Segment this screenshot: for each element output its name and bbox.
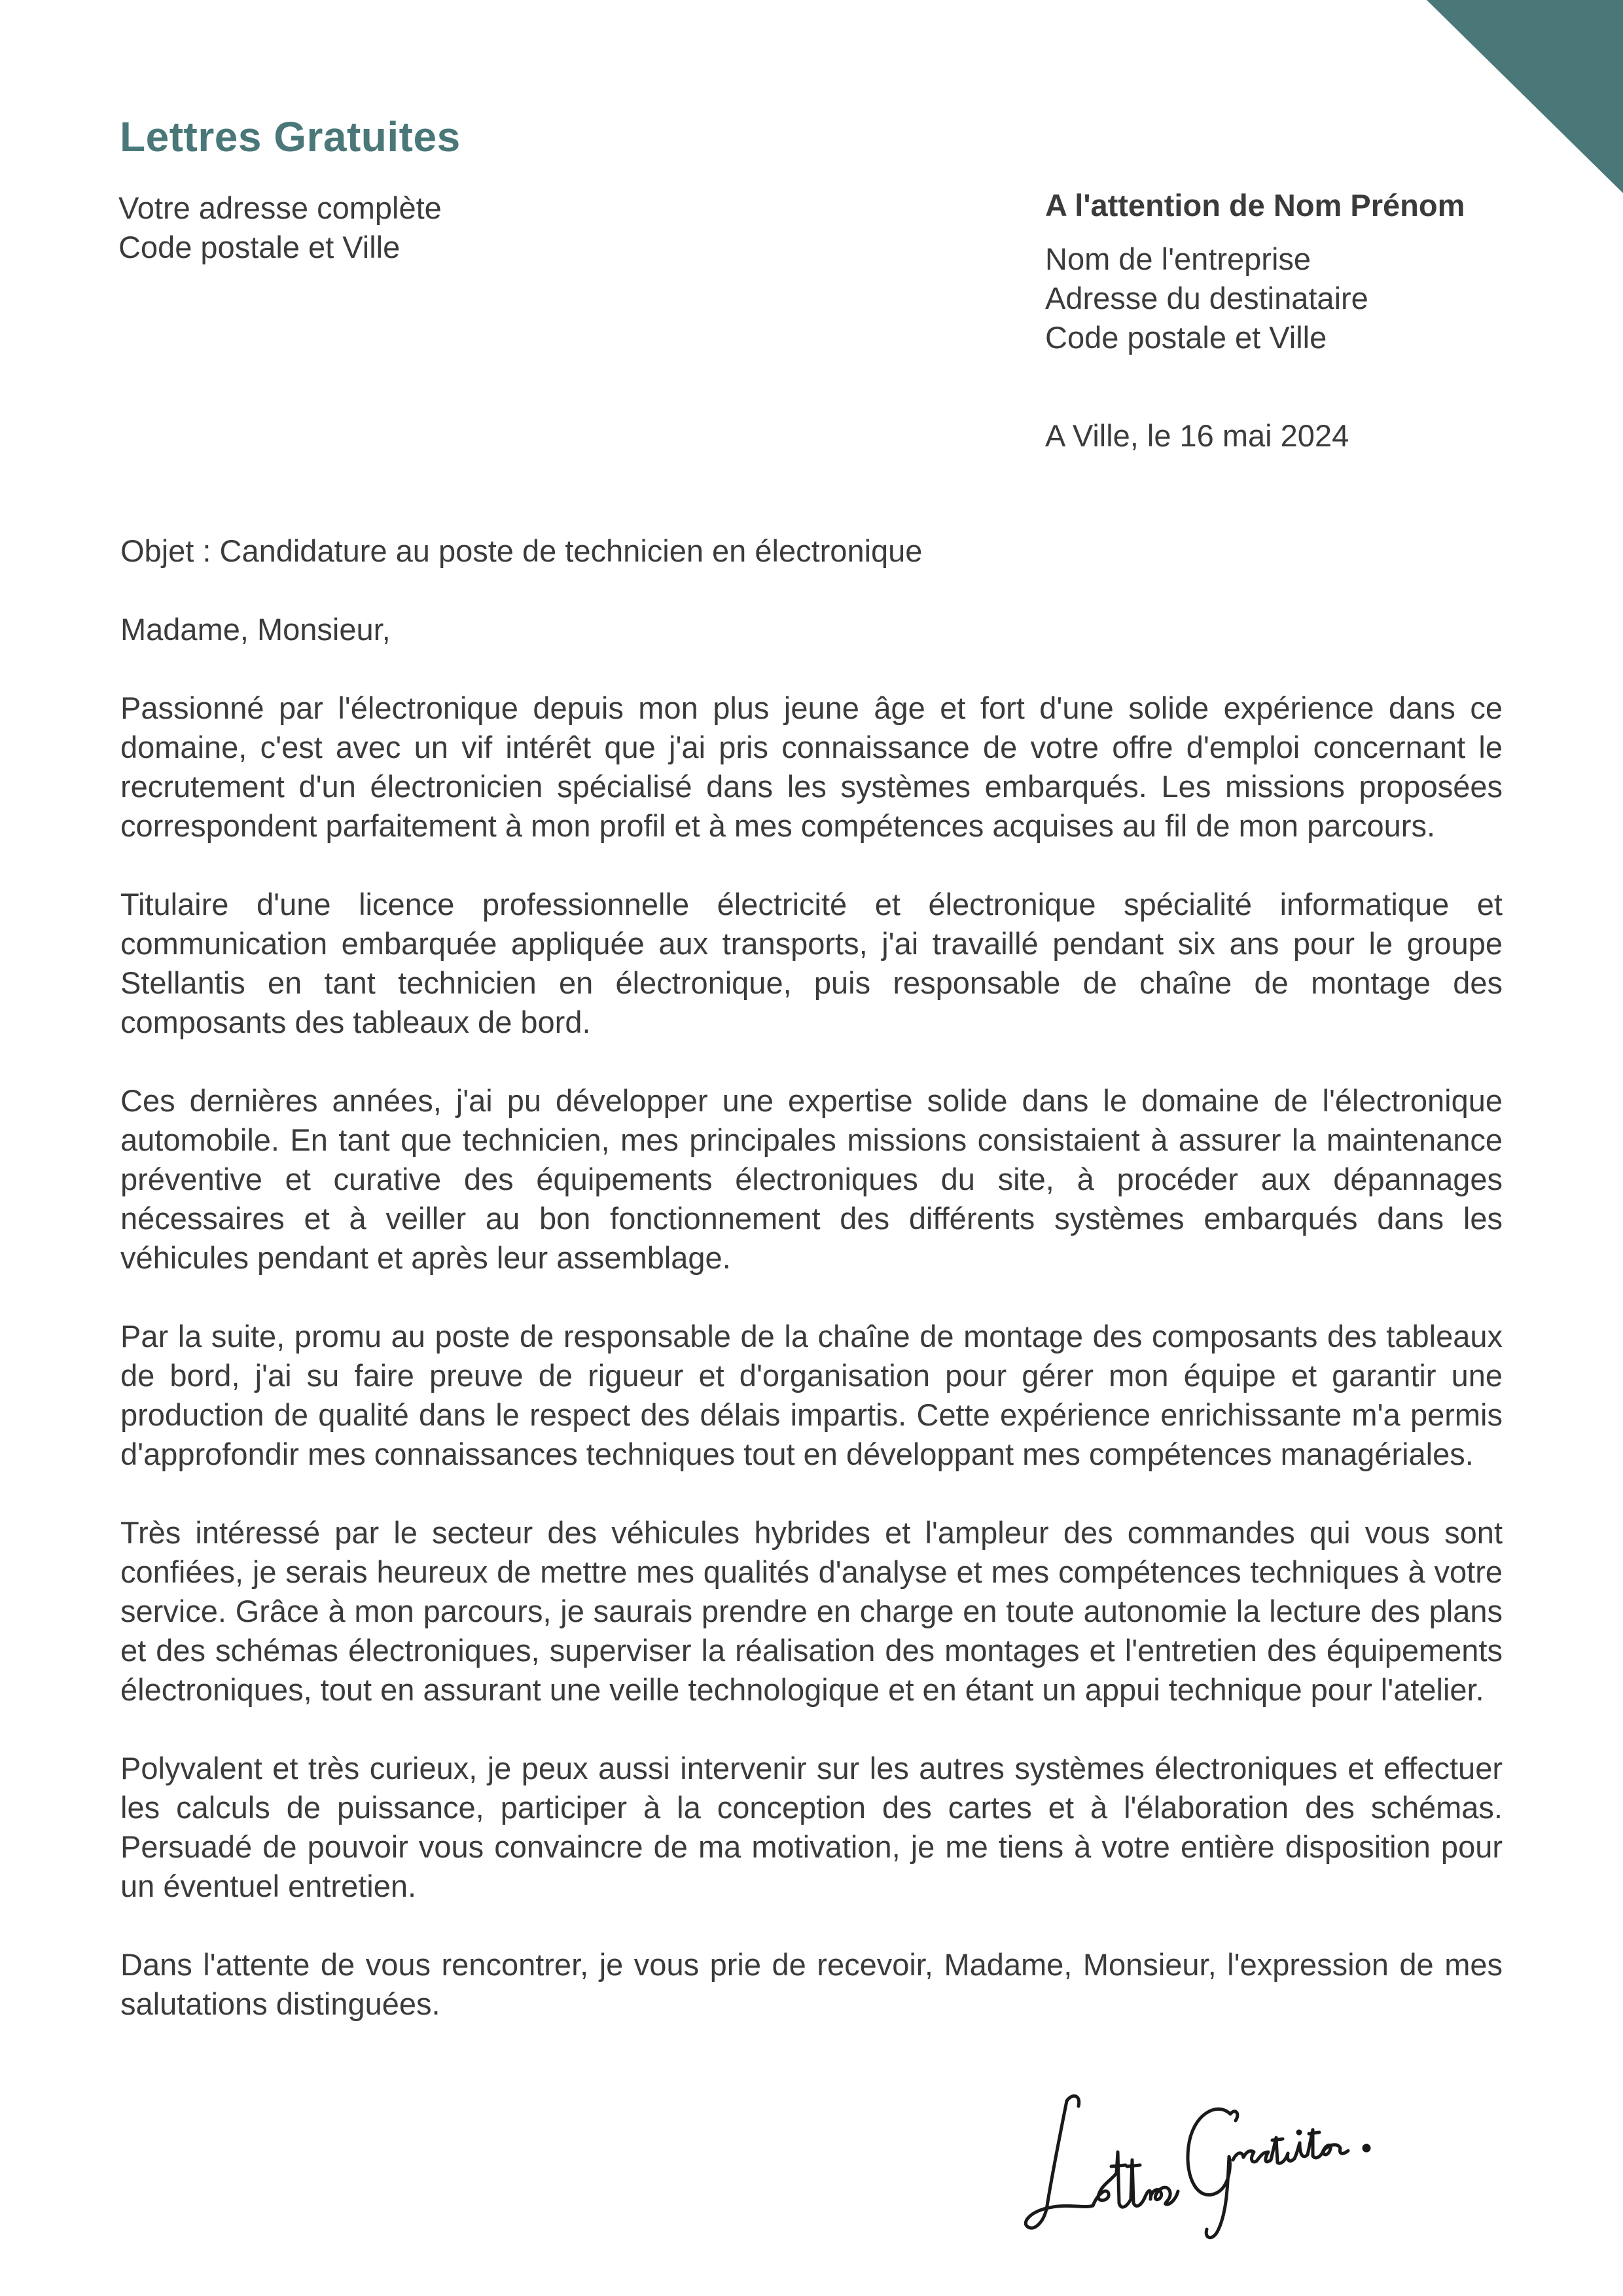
letter-date: A Ville, le 16 mai 2024 (1045, 418, 1349, 453)
brand-title: Lettres Gratuites (120, 113, 461, 160)
signature-drawing (1021, 2075, 1400, 2245)
recipient-city: Code postale et Ville (1045, 320, 1327, 355)
letter-paragraph: Par la suite, promu au poste de responsable de la chaîne de montage des composants des tableaux de bord, j'ai su faire preuve de rigueur et d'organisation pour gérer mon équipe et garantir une production de qualité dans le respect des délais impartis. Cette expérience enrichissante m'a permis d'approfondir mes connaissances techniques tout en développant mes compétences managériales. (120, 1319, 1503, 1471)
letter-paragraph: Très intéressé par le secteur des véhicules hybrides et l'ampleur des commandes qui vous sont confiées, je serais heureux de mettre mes qualités d'analyse et mes compétences techniques à votre service. Grâce à mon parcours, je saurais prendre en charge en toute autonomie la lecture des plans et des schémas électroniques, superviser la réalisation des montages et l'entretien des équipements électroniques, tout en assurant une veille technologique et en étant un appui technique pour l'atelier. (120, 1515, 1503, 1707)
corner-decoration (1427, 0, 1623, 193)
letter-salutation: Madame, Monsieur, (120, 612, 391, 647)
letter-paragraph: Polyvalent et très curieux, je peux aussi intervenir sur les autres systèmes électroniques et effectuer les calculs de puissance, participer à la conception des cartes et à l'élaboration des schémas. Persuadé de pouvoir vous convaincre de ma motivation, je me tiens à votre entière disposition pour un éventuel entretien. (120, 1751, 1503, 1903)
letter-paragraph: Dans l'attente de vous rencontrer, je vous prie de recevoir, Madame, Monsieur, l'expression de mes salutations distinguées. (120, 1947, 1503, 2021)
letter-body (120, 531, 1503, 2024)
letter-paragraph: Ces dernières années, j'ai pu développer une expertise solide dans le domaine de l'électronique automobile. En tant que technicien, mes principales missions consistaient à assurer la maintenance préventive et curative des équipements électroniques du site, à procéder aux dépannages nécessaires et à veiller au bon fonctionnement des différents systèmes embarqués dans les véhicules pendant et après leur assemblage. (120, 1083, 1503, 1275)
corner-triangle-shape (1427, 0, 1623, 193)
recipient-address: Adresse du destinataire (1045, 281, 1368, 315)
letter-subject: Objet : Candidature au poste de technicien en électronique (120, 533, 923, 568)
letter-paragraph: Titulaire d'une licence professionnelle électricité et électronique spécialité informatique et communication embarquée appliquée aux transports, j'ai travaillé pendant six ans pour le groupe Stellantis en tant technicien en électronique, puis responsable de chaîne de montage des composants des tableaux de bord. (120, 887, 1503, 1039)
recipient-company: Nom de l'entreprise (1045, 242, 1311, 276)
sender-city-line: Code postale et Ville (118, 230, 401, 264)
sender-address-line: Votre adresse complète (118, 190, 442, 225)
recipient-block (1045, 186, 1556, 357)
handwritten-signature (1021, 2075, 1400, 2245)
sender-address-block (118, 188, 707, 267)
letter-paragraph: Passionné par l'électronique depuis mon plus jeune âge et fort d'une solide expérience dans ce domaine, c'est avec un vif intérêt que j'ai pris connaissance de votre offre d'emploi concernant le recrutement d'un électronicien spécialisé dans les systèmes embarqués. Les missions proposées correspondent parfaitement à mon profil et à mes compétences acquises au fil de mon parcours. (120, 691, 1503, 843)
recipient-attention: A l'attention de Nom Prénom (1045, 188, 1465, 223)
